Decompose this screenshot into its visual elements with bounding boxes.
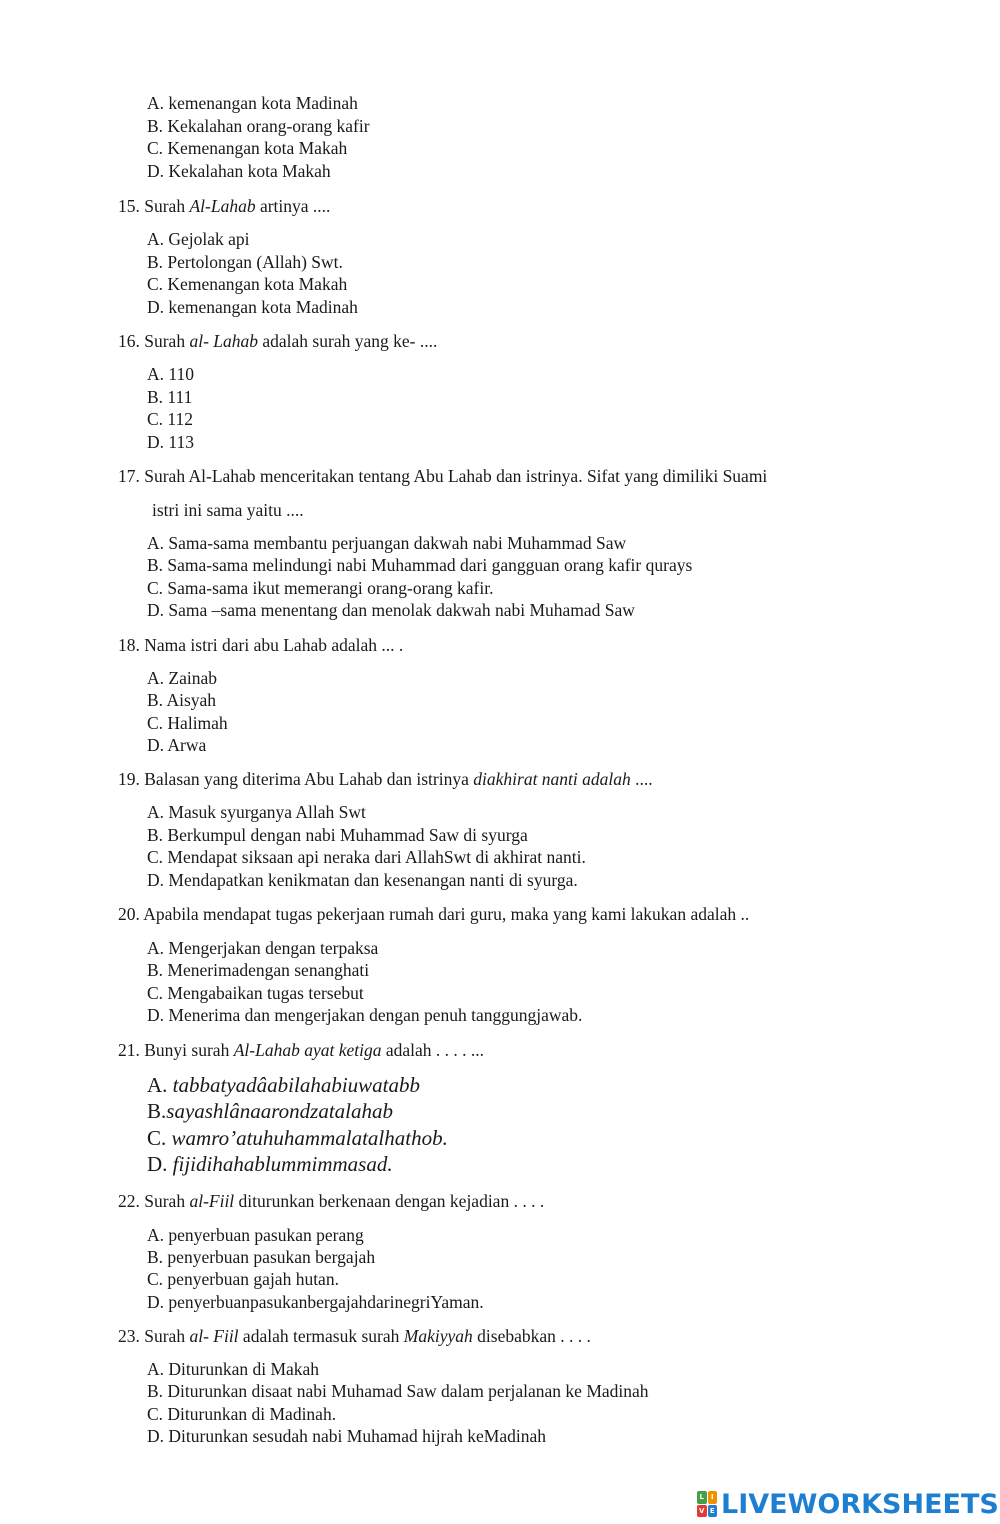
option[interactable]: D. 113 [147,432,194,452]
question-text: diturunkan berkenaan dengan kejadian . . . . [234,1191,545,1211]
option[interactable]: D. Menerima dan mengerjakan dengan penuh tanggungjawab. [147,1005,583,1025]
option[interactable]: C. Kemenangan kota Makah [147,138,348,158]
question-emphasis: Al-Lahab [189,196,256,216]
question-number: 16. Surah [118,331,190,351]
option[interactable] [147,1098,393,1124]
option[interactable]: D. Diturunkan sesudah nabi Muhamad hijrah keMadinah [147,1426,547,1446]
question-emphasis: al- Lahab [189,331,259,351]
option-text: sayashlânaarondzatalahab [166,1099,393,1123]
option-letter: D. [147,1152,173,1176]
option[interactable]: B. Sama-sama melindungi nabi Muhammad dari gangguan orang kafir qurays [147,555,693,575]
question-17: 17. Surah Al-Lahab menceritakan tentang Abu Lahab dan istrinya. Sifat yang dimiliki Suami [118,466,768,486]
option[interactable]: C. Diturunkan di Madinah. [147,1404,337,1424]
question-emphasis: diakhirat nanti adalah [473,769,631,789]
option-letter: C. [147,1126,172,1150]
question-17-continued: istri ini sama yaitu .... [152,500,304,520]
question-19 [118,768,653,790]
option[interactable]: C. Mengabaikan tugas tersebut [147,983,364,1003]
option[interactable]: C. Sama-sama ikut memerangi orang-orang kafir. [147,578,494,598]
question-number: 19. Balasan yang diterima Abu Lahab dan istrinya [118,769,474,789]
question-15 [118,195,330,217]
question-20: 20. Apabila mendapat tugas pekerjaan rumah dari guru, maka yang kami lakukan adalah .. [118,904,750,924]
question-text: artinya .... [255,196,331,216]
option[interactable]: C. Halimah [147,713,228,733]
question-emphasis: Makiyyah [403,1326,473,1346]
logo-icon [697,1491,717,1517]
option[interactable] [147,1072,420,1098]
option[interactable]: C. penyerbuan gajah hutan. [147,1269,339,1289]
logo-letter: L [697,1491,707,1504]
option[interactable] [147,1151,393,1177]
option-text: wamro’atuhuhammalatalhathob. [171,1126,448,1150]
option[interactable]: A. kemenangan kota Madinah [147,93,358,113]
question-number: 23. Surah [118,1326,190,1346]
option-letter: B. [147,1099,167,1123]
question-23 [118,1325,591,1347]
option[interactable]: D. Kekalahan kota Makah [147,161,331,181]
question-text: adalah termasuk surah [238,1326,404,1346]
liveworksheets-logo[interactable] [697,1487,999,1521]
option[interactable]: A. Sama-sama membantu perjuangan dakwah nabi Muhammad Saw [147,533,627,553]
option[interactable]: D. kemenangan kota Madinah [147,297,358,317]
option-text: tabbatyadâabilahabiuwatabb [172,1073,421,1097]
logo-text: LIVEWORKSHEETS [721,1488,999,1520]
question-text: .... [630,769,653,789]
logo-letter: I [708,1491,718,1504]
option[interactable]: A. penyerbuan pasukan perang [147,1225,364,1245]
question-text: disebabkan . . . . [472,1326,591,1346]
option[interactable]: B. 111 [147,387,193,407]
option[interactable]: C. Mendapat siksaan api neraka dari AllahSwt di akhirat nanti. [147,847,586,867]
question-emphasis: al-Fiil [189,1191,235,1211]
question-18: 18. Nama istri dari abu Lahab adalah ... . [118,635,404,655]
question-emphasis: al- Fiil [189,1326,239,1346]
option[interactable]: D. penyerbuanpasukanbergajahdarinegriYaman. [147,1292,484,1312]
option[interactable]: B. penyerbuan pasukan bergajah [147,1247,376,1267]
option[interactable]: B. Menerimadengan senanghati [147,960,370,980]
option[interactable]: C. 112 [147,409,194,429]
question-number: 21. Bunyi surah [118,1040,234,1060]
logo-letter: V [697,1505,707,1518]
option[interactable]: A. Diturunkan di Makah [147,1359,320,1379]
logo-letter: E [708,1505,718,1518]
option[interactable]: B. Pertolongan (Allah) Swt. [147,252,343,272]
option[interactable]: D. Mendapatkan kenikmatan dan kesenangan nanti di syurga. [147,870,578,890]
option[interactable]: D. Sama –sama menentang dan menolak dakwah nabi Muhamad Saw [147,600,635,620]
option[interactable]: A. Gejolak api [147,229,250,249]
question-21 [118,1039,484,1061]
option[interactable]: B. Kekalahan orang-orang kafir [147,116,370,136]
option[interactable]: A. Masuk syurganya Allah Swt [147,802,366,822]
option[interactable]: A. Zainab [147,668,217,688]
option[interactable]: A. 110 [147,364,194,384]
option-text: fijidihahablummimmasad. [172,1152,393,1176]
question-number: 22. Surah [118,1191,190,1211]
question-text: adalah surah yang ke- .... [258,331,438,351]
option[interactable]: B. Aisyah [147,690,217,710]
question-16 [118,330,437,352]
option[interactable]: B. Diturunkan disaat nabi Muhamad Saw dalam perjalanan ke Madinah [147,1381,649,1401]
option[interactable]: B. Berkumpul dengan nabi Muhammad Saw di syurga [147,825,528,845]
question-22 [118,1190,544,1212]
option[interactable]: A. Mengerjakan dengan terpaksa [147,938,379,958]
question-emphasis: Al-Lahab ayat ketiga [233,1040,382,1060]
option[interactable]: D. Arwa [147,735,207,755]
question-text: adalah . . . . ... [381,1040,485,1060]
option[interactable]: C. Kemenangan kota Makah [147,274,348,294]
question-number: 15. Surah [118,196,190,216]
option[interactable] [147,1125,448,1151]
option-letter: A. [147,1073,173,1097]
